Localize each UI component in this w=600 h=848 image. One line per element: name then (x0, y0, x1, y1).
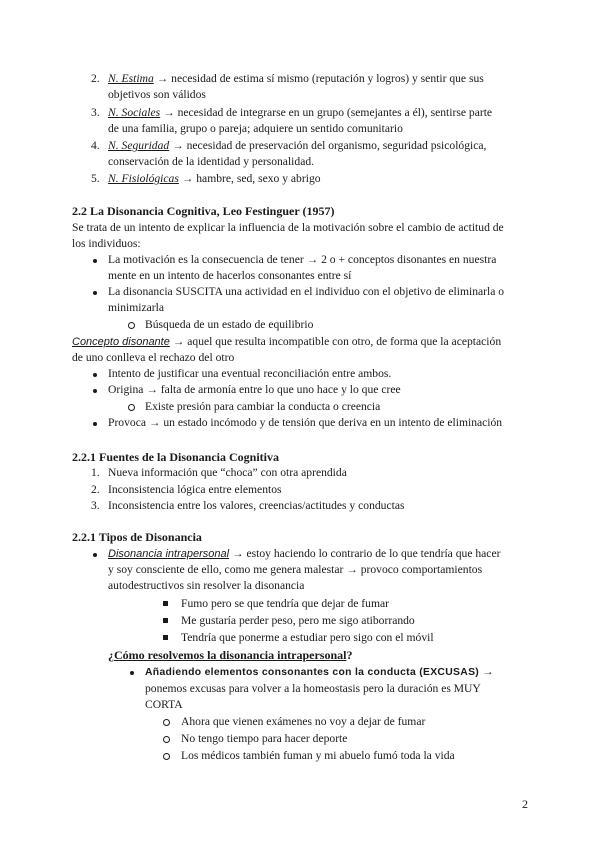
bullet-circle-icon (163, 736, 170, 743)
example-item: Me gustaría perder peso, pero me sigo atiborrando (181, 614, 415, 627)
bullet-text-cont: minimizarla (108, 301, 165, 314)
question-open: ¿ (108, 648, 114, 662)
bullet-text: Provoca → un estado incómodo y de tensión que deriva en un intento de eliminación (108, 416, 503, 429)
need-name: N. Estima (108, 72, 154, 85)
bullet-square-icon (163, 635, 168, 640)
bullet-text: Intento de justificar una eventual reconciliación entre ambos. (108, 367, 392, 380)
intrapersonal-text: → estoy haciendo lo contrario de lo que tendría que hacer (229, 547, 501, 560)
concept-text: → aquel que resulta incompatible con otro, de forma que la aceptación (169, 335, 502, 348)
list-number: 2. (91, 72, 100, 85)
bullet-text-cont: mente en un intento de hacerlos consonantes entre sí (108, 269, 352, 282)
list-item: Nueva información que “choca” con otra aprendida (108, 466, 347, 479)
arrow: → (163, 106, 175, 119)
arrow: → (181, 172, 194, 185)
section-heading-2-2: 2.2 La Disonancia Cognitiva, Leo Festinguer (1957) (72, 204, 335, 218)
bullet-dot-icon (93, 373, 97, 377)
bullet-dot-icon (93, 259, 97, 263)
need-desc-cont: conservación de la identidad y personalidad. (108, 155, 315, 168)
need-desc: necesidad de estima sí mismo (reputación y logros) y sentir que sus (168, 72, 484, 85)
question-text: Cómo resolvemos la disonancia intrapersonal (114, 648, 347, 662)
list-item: Inconsistencia lógica entre elementos (108, 483, 282, 496)
need-item-sociales (108, 105, 492, 121)
bullet-dot-icon (130, 671, 134, 675)
bullet-square-icon (163, 618, 168, 623)
list-number: 3. (91, 499, 100, 512)
need-item-fisiologicas (108, 171, 321, 187)
paragraph-line: autodestructivos sin resolver la disonancia (108, 579, 305, 592)
arrow: → (479, 665, 494, 678)
example-item: Fumo pero se que tendría que dejar de fumar (181, 597, 389, 610)
excuse-item: Los médicos también fuman y mi abuelo fumó toda la vida (181, 749, 455, 762)
bullet-dot-icon (93, 389, 97, 393)
question-heading (108, 647, 352, 663)
bullet-text: La disonancia SUSCITA una actividad en el individuo con el objetivo de eliminarla o (108, 285, 505, 298)
need-desc: necesidad de integrarse en un grupo (semejantes a él), sentirse parte (174, 106, 493, 119)
bullet-square-icon (163, 601, 168, 606)
bullet-dot-icon (93, 291, 97, 295)
resolve-bold: Añadiendo elementos consonantes con la conducta (EXCUSAS) (145, 667, 480, 678)
list-number: 2. (91, 483, 100, 496)
bullet-circle-icon (163, 719, 170, 726)
need-item-seguridad (108, 138, 486, 154)
paragraph-line: ponemos excusas para volver a la homeostasis pero la duración es MUY (145, 682, 481, 695)
bullet-text: La motivación es la consecuencia de tener → 2 o + conceptos disonantes en nuestra (108, 253, 497, 266)
intrapersonal-term: Disonancia intrapersonal (108, 548, 230, 560)
need-name: N. Seguridad (108, 139, 170, 152)
intrapersonal-definition (108, 546, 500, 562)
bullet-text: Origina → falta de armonía entre lo que uno hace y lo que cree (108, 383, 401, 396)
example-item: Tendría que ponerme a estudiar pero sigo con el móvil (181, 631, 434, 644)
question-close: ? (346, 648, 353, 662)
bullet-dot-icon (93, 422, 97, 426)
bullet-circle-icon (163, 753, 170, 760)
list-number: 5. (91, 172, 100, 185)
need-name: N. Fisiológicas (108, 172, 179, 185)
paragraph-line: y soy consciente de ello, como me genera malestar → provoco comportamientos (108, 563, 483, 576)
arrow: → (156, 72, 169, 85)
excuse-item: No tengo tiempo para hacer deporte (181, 732, 348, 745)
section-heading-tipos: 2.2.1 Tipos de Disonancia (72, 530, 202, 544)
sub-bullet-text: Existe presión para cambiar la conducta o creencia (145, 400, 381, 413)
need-desc: necesidad de preservación del organismo, seguridad psicológica, (183, 139, 487, 152)
page-number: 2 (522, 797, 528, 811)
need-desc-cont: objetivos son válidos (108, 88, 206, 101)
paragraph-line: CORTA (145, 698, 183, 711)
sub-bullet-text: Búsqueda de un estado de equilibrio (145, 318, 314, 331)
paragraph-line: Se trata de un intento de explicar la influencia de la motivación sobre el cambio de actitud de (72, 221, 504, 234)
excuse-item: Ahora que vienen exámenes no voy a dejar de fumar (181, 715, 426, 728)
paragraph-line: los individuos: (72, 237, 141, 250)
need-item-estima (108, 71, 484, 87)
paragraph-line: de uno conlleva el rechazo del otro (72, 351, 235, 364)
concept-term: Concepto disonante (72, 336, 170, 348)
bullet-circle-icon (128, 404, 135, 411)
need-desc: hambre, sed, sexo y abrigo (193, 172, 321, 185)
bullet-circle-icon (128, 322, 135, 329)
section-heading-fuentes: 2.2.1 Fuentes de la Disonancia Cognitiva (72, 450, 280, 464)
arrow: → (172, 139, 184, 152)
list-number: 3. (91, 106, 100, 119)
bullet-dot-icon (93, 553, 97, 557)
resolve-line (145, 664, 494, 681)
list-item: Inconsistencia entre los valores, creencias/actitudes y conductas (108, 499, 405, 512)
list-number: 4. (91, 139, 100, 152)
need-desc-cont: de una familia, grupo o pareja; adquiere un sentido comunitario (108, 122, 403, 135)
concept-definition (72, 334, 501, 350)
need-name: N. Sociales (108, 106, 161, 119)
list-number: 1. (91, 466, 100, 479)
